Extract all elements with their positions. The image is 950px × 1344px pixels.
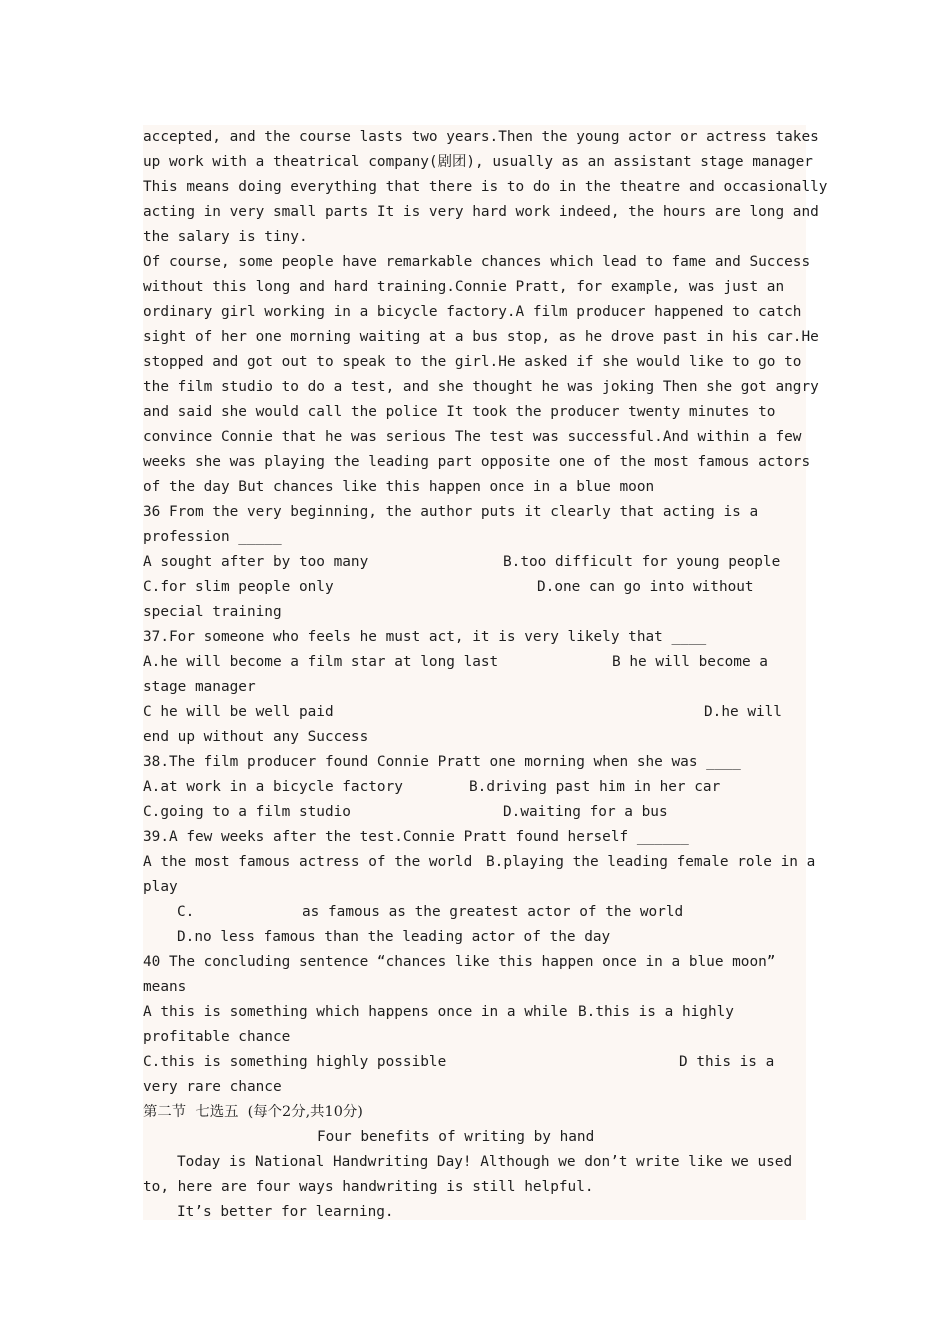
option-c: C.going to a film studio bbox=[143, 804, 351, 820]
option-b: B.playing the leading female role in a bbox=[486, 854, 816, 870]
question-38-stem: 38.The film producer found Connie Pratt one morning when she was ____ bbox=[143, 754, 741, 770]
passage-line: up work with a theatrical company(剧团), usually as an assistant stage manager bbox=[143, 154, 813, 170]
question-40-stem-cont: means bbox=[143, 979, 187, 995]
passage-line: Of course, some people have remarkable chances which lead to fame and Success bbox=[143, 254, 811, 270]
passage-line: of the day But chances like this happen once in a blue moon bbox=[143, 479, 655, 495]
option-b: B.driving past him in her car bbox=[469, 779, 721, 795]
passage-line: This means doing everything that there is to do in the theatre and occasionally bbox=[143, 179, 828, 195]
option-c: as famous as the greatest actor of the world bbox=[302, 904, 684, 920]
question-40-stem: 40 The concluding sentence “chances like this happen once in a blue moon” bbox=[143, 954, 776, 970]
passage-line: ordinary girl working in a bicycle factory.A film producer happened to catch bbox=[143, 304, 802, 320]
question-39-stem: 39.A few weeks after the test.Connie Pratt found herself ______ bbox=[143, 829, 689, 845]
passage-line: accepted, and the course lasts two years.Then the young actor or actress takes bbox=[143, 129, 819, 145]
passage-line: acting in very small parts It is very hard work indeed, the hours are long and bbox=[143, 204, 819, 220]
passage-line: and said she would call the police It took the producer twenty minutes to bbox=[143, 404, 776, 420]
option-a: A this is something which happens once in a while bbox=[143, 1004, 568, 1020]
option-c: C.for slim people only bbox=[143, 579, 334, 595]
option-a: A.at work in a bicycle factory bbox=[143, 779, 403, 795]
option-d: D.he will bbox=[704, 704, 782, 720]
question-36-options bbox=[143, 550, 781, 575]
passage-line: convince Connie that he was serious The test was successful.And within a few bbox=[143, 429, 802, 445]
question-40-options bbox=[143, 1050, 775, 1075]
passage-line: sight of her one morning waiting at a bus stop, as he drove past in his car.He bbox=[143, 329, 819, 345]
option-a: A the most famous actress of the world bbox=[143, 854, 473, 870]
option-d-cont: special training bbox=[143, 604, 282, 620]
option-c: C.this is something highly possible bbox=[143, 1054, 447, 1070]
question-37-stem: 37.For someone who feels he must act, it is very likely that ____ bbox=[143, 629, 707, 645]
question-38-options bbox=[143, 800, 668, 825]
option-a: A sought after by too many bbox=[143, 554, 369, 570]
option-d: D.no less famous than the leading actor of the day bbox=[177, 929, 611, 945]
option-c-letter: C. bbox=[177, 904, 195, 920]
option-b: B.too difficult for young people bbox=[503, 554, 781, 570]
option-d: D.one can go into without bbox=[537, 579, 754, 595]
article-intro-cont: to, here are four ways handwriting is still helpful. bbox=[143, 1179, 594, 1195]
passage-line: without this long and hard training.Connie Pratt, for example, was just an bbox=[143, 279, 785, 295]
question-36-stem: 36 From the very beginning, the author puts it clearly that acting is a bbox=[143, 504, 759, 520]
question-40-options bbox=[143, 1000, 734, 1025]
option-b-cont: profitable chance bbox=[143, 1029, 291, 1045]
option-d-cont: very rare chance bbox=[143, 1079, 282, 1095]
option-d: D.waiting for a bus bbox=[503, 804, 668, 820]
option-c: C he will be well paid bbox=[143, 704, 334, 720]
question-38-options bbox=[143, 775, 721, 800]
question-37-options bbox=[143, 700, 782, 725]
passage-line: the salary is tiny. bbox=[143, 229, 308, 245]
option-b-cont: play bbox=[143, 879, 178, 895]
question-36-options bbox=[143, 575, 754, 600]
option-b-cont: stage manager bbox=[143, 679, 256, 695]
option-d-cont: end up without any Success bbox=[143, 729, 369, 745]
option-a: A.he will become a film star at long last bbox=[143, 654, 499, 670]
passage-line: stopped and got out to speak to the girl.He asked if she would like to go to bbox=[143, 354, 802, 370]
question-36-stem-cont: profession _____ bbox=[143, 529, 282, 545]
option-d: D this is a bbox=[679, 1054, 775, 1070]
question-37-options bbox=[143, 650, 768, 675]
passage-line: weeks she was playing the leading part opposite one of the most famous actors bbox=[143, 454, 811, 470]
option-b: B he will become a bbox=[612, 654, 768, 670]
question-39-options bbox=[143, 850, 816, 875]
option-b: B.this is a highly bbox=[578, 1004, 734, 1020]
passage-line: the film studio to do a test, and she thought he was joking Then she got angry bbox=[143, 379, 819, 395]
section-heading: 第二节 七选五 (每个2分,共10分) bbox=[143, 1104, 363, 1120]
